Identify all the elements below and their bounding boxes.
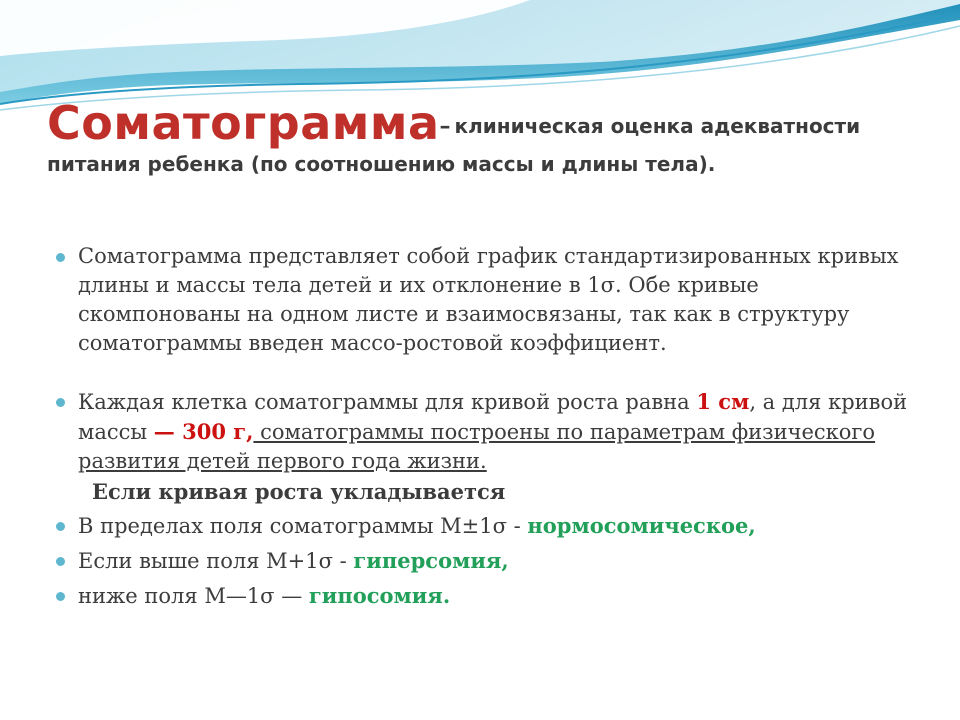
bullet-text: Если выше поля М+1σ - — [78, 549, 354, 573]
bullet-dot-icon — [56, 522, 65, 531]
title-subtitle-line2: питания ребенка (по соотношению массы и длины тела). — [47, 152, 716, 176]
title-dash: – — [439, 113, 451, 139]
bullet-definition — [52, 242, 922, 358]
bullet-text-part2: , а для кривой массы — [78, 390, 908, 444]
bullet-underlined-text: соматограммы построены по параметрам физического развития детей первого года жизни. — [78, 420, 876, 473]
mass-cell-value: — 300 г, — [153, 419, 254, 444]
bullet-dot-icon — [56, 253, 65, 262]
bullet-dot-icon — [56, 592, 65, 601]
bullet-hyposomia — [52, 581, 922, 611]
content-body — [52, 242, 922, 611]
bullet-text-part1: Каждая клетка соматограммы для кривой роста равна — [78, 390, 697, 414]
result-hypersomia: гиперсомия, — [353, 548, 509, 573]
bullet-text: В пределах поля соматограммы М±1σ - — [78, 514, 528, 538]
subheading: Если кривая роста укладывается — [92, 479, 506, 504]
result-normosomic: нормосомическое, — [527, 513, 756, 538]
slide-title — [47, 96, 927, 176]
result-hyposomia: гипосомия. — [308, 583, 451, 608]
bullet-text: ниже поля М—1σ — — [78, 584, 309, 608]
title-main: Соматограмма — [47, 96, 440, 150]
height-cell-value: 1 см — [696, 389, 750, 414]
bullet-hypersomia — [52, 546, 922, 576]
bullet-grid-scale — [52, 387, 922, 476]
title-subtitle-line1: клиническая оценка адекватности — [454, 114, 861, 138]
bullet-dot-icon — [56, 398, 65, 407]
bullet-dot-icon — [56, 557, 65, 566]
bullet-normosomic — [52, 511, 922, 541]
bullet-text: Соматограмма представляет собой график стандартизированных кривых длины и массы тела детей и их отклонение в 1σ. Обе кривые скомпонованы на одном листе и взаимосвязаны, так как в структуру соматограммы введен массо-ростовой коэффициент. — [78, 244, 899, 355]
